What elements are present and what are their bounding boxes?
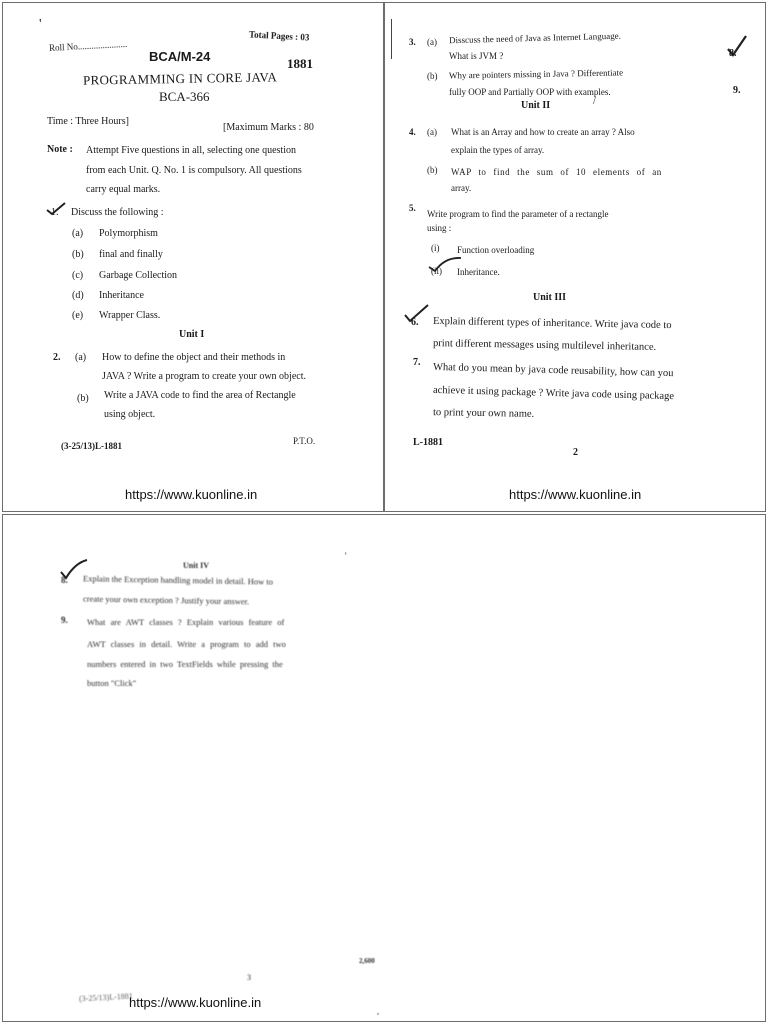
q4b-line-1: WAP to find the sum of 10 elements of an: [451, 167, 662, 177]
corner-mark: ': [345, 551, 347, 561]
corner-mark: ': [39, 17, 42, 32]
q7-line-1: What do you mean by java code reusability, how can you: [432, 361, 674, 380]
q7-line-3: to print your own name.: [432, 407, 535, 420]
roll-no: Roll No......................: [48, 38, 128, 54]
note-line-2: from each Unit. Q. No. 1 is compulsory. All questions: [86, 165, 302, 176]
exam-page-3: [2, 514, 766, 1022]
note-line-3: carry equal marks.: [86, 184, 161, 195]
copies-count: 2,600: [359, 957, 375, 965]
pen-mark: /: [593, 96, 596, 107]
q4-number: 4.: [409, 127, 416, 137]
q1-text: Discuss the following :: [71, 207, 164, 218]
page-3-number: 3: [247, 973, 251, 982]
unit-3-heading: Unit III: [533, 292, 567, 303]
q6-number: 6.: [411, 317, 419, 328]
q3-number: 3.: [409, 37, 416, 47]
q7-number: 7.: [413, 357, 421, 368]
exam-page-2: [384, 2, 766, 512]
q2a-line-1: How to define the object and their methods in: [102, 352, 286, 363]
q3b-line-2: fully OOP and Partially OOP with examples.: [449, 87, 611, 97]
q1-part-d-text: Inheritance: [99, 290, 144, 301]
q5i-text: Function overloading: [457, 245, 535, 255]
page-1-footer-code: (3-25/13)L-1881: [61, 441, 122, 451]
q5-line-2: using :: [427, 223, 452, 233]
exam-time: Time : Three Hours]: [47, 116, 129, 127]
q2b-label: (b): [77, 393, 89, 404]
note-label: Note :: [47, 144, 73, 155]
unit-4-heading: Unit IV: [183, 561, 210, 570]
q1-part-a-label: (a): [72, 228, 84, 239]
q4a-line-1: What is an Array and how to create an array ? Also: [451, 127, 635, 137]
q1-part-b-text: final and finally: [99, 249, 163, 260]
source-url: https://www.kuonline.in: [509, 487, 642, 502]
q3a-label: (a): [427, 37, 437, 47]
pto-label: P.T.O.: [293, 436, 316, 446]
q4a-label: (a): [427, 127, 437, 137]
source-url: https://www.kuonline.in: [125, 487, 258, 502]
exam-page-1: [2, 2, 384, 512]
course-code: BCA-366: [159, 89, 210, 104]
q9-line-3: numbers entered in two TextFields while pressing the: [87, 659, 283, 669]
q1-part-b-label: (b): [72, 249, 84, 260]
q2a-line-2: JAVA ? Write a program to create your own object.: [102, 371, 306, 382]
q4a-line-2: explain the types of array.: [451, 145, 545, 155]
q8-number: 8.: [61, 575, 68, 585]
subject-title: PROGRAMMING IN CORE JAVA: [82, 69, 278, 88]
margin-number-8: 8.: [729, 48, 737, 59]
q1-part-e-text: Wrapper Class.: [99, 310, 161, 321]
q9-line-1: What are AWT classes ? Explain various feature of: [87, 617, 285, 627]
q3b-label: (b): [427, 71, 438, 81]
q6-line-1: Explain different types of inheritance. Write java code to: [432, 315, 672, 332]
note-line-1: Attempt Five questions in all, selecting one question: [86, 145, 296, 156]
q2b-line-2: using object.: [104, 409, 156, 420]
q5-number: 5.: [409, 203, 416, 213]
q5-line-1: Write program to find the parameter of a rectangle: [427, 209, 609, 219]
q1-part-d-label: (d): [72, 290, 84, 301]
q4b-line-2: array.: [451, 183, 472, 193]
q4b-label: (b): [427, 165, 438, 175]
page-2-footer-code: L-1881: [413, 437, 443, 448]
q1-number: 1.: [51, 207, 59, 218]
q9-number: 9.: [61, 615, 68, 625]
q2-number: 2.: [53, 352, 61, 363]
q2b-line-1: Write a JAVA code to find the area of Rectangle: [104, 390, 296, 401]
total-pages: Total Pages : 03: [248, 29, 310, 43]
margin-line: [391, 19, 392, 59]
q1-part-c-text: Garbage Collection: [99, 270, 178, 281]
unit-1-heading: Unit I: [179, 329, 205, 340]
exam-code: BCA/M-24: [149, 49, 211, 64]
q3a-line-1: Disscuss the need of Java as Internet Language.: [448, 30, 622, 46]
paper-code: 1881: [287, 56, 313, 71]
page-2-number: 2: [573, 447, 578, 458]
source-url: https://www.kuonline.in: [129, 995, 262, 1010]
q5ii-text: Inheritance.: [457, 267, 500, 277]
bottom-mark: ,: [377, 1007, 379, 1016]
q5ii-label: (ii): [431, 266, 442, 276]
checkmark-icon: [45, 201, 67, 217]
q1-part-e-label: (e): [72, 310, 84, 321]
max-marks: [Maximum Marks : 80: [223, 122, 314, 133]
q1-part-a-text: Polymorphism: [99, 228, 158, 239]
q5i-label: (i): [431, 243, 440, 253]
q1-part-c-label: (c): [72, 270, 84, 281]
q9-line-2: AWT classes in detail. Write a program to add two: [87, 639, 286, 649]
q7-line-2: achieve it using package ? Write java code using package: [432, 384, 675, 403]
q3a-line-2: What is JVM ?: [449, 51, 504, 61]
page-3-footer-code: (3-25/13)L-1881: [78, 991, 133, 1004]
q2a-label: (a): [75, 352, 87, 363]
q8-line-1: Explain the Exception handling model in detail. How to: [82, 573, 274, 587]
unit-2-heading: Unit II: [521, 100, 551, 111]
q8-line-2: create your own exception ? Justify your answer.: [82, 593, 250, 607]
q6-line-2: print different messages using multilevel inheritance.: [432, 338, 657, 353]
q3b-line-1: Why are pointers missing in Java ? Differentiate: [448, 67, 624, 81]
q9-line-4: button "Click": [87, 678, 137, 688]
margin-number-9: 9.: [733, 85, 741, 96]
